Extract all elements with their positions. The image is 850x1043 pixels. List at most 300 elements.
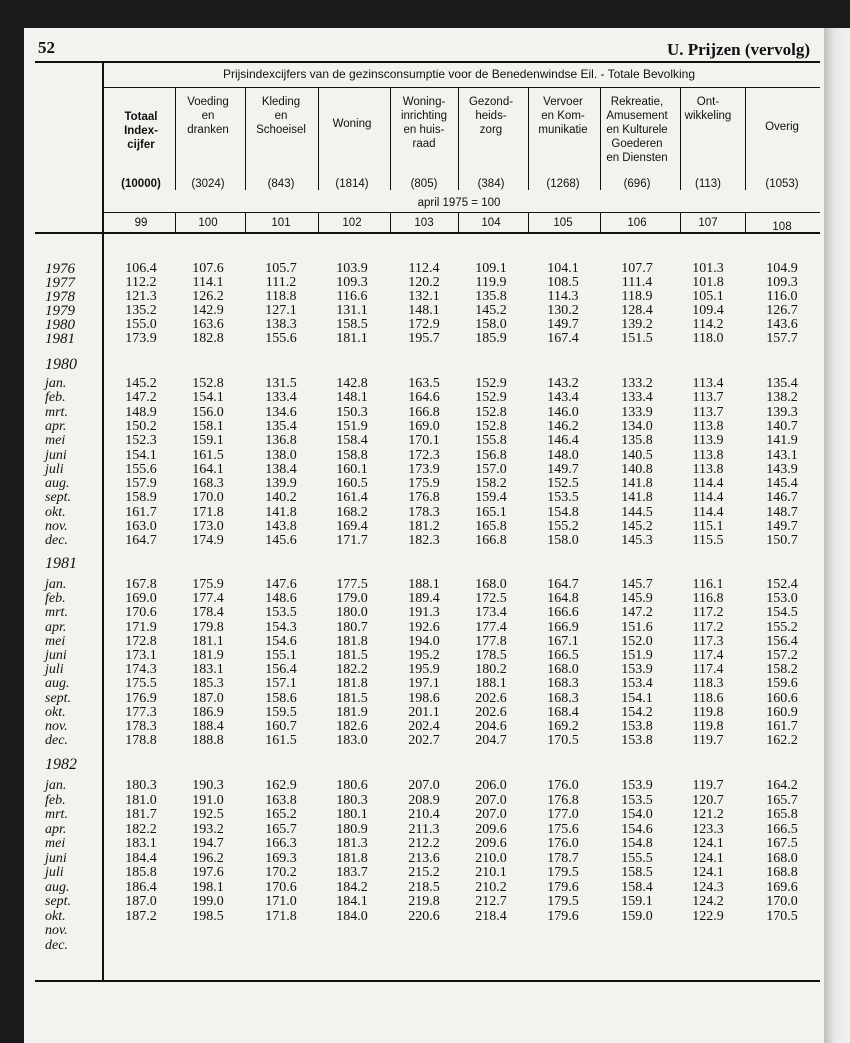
table-cell: 157.2: [766, 648, 798, 663]
column-header: Voeding en dranken: [187, 96, 229, 136]
table-cell: 155.5: [621, 851, 653, 866]
table-cell: 170.6: [265, 880, 297, 895]
table-cell: 178.5: [475, 648, 507, 663]
table-cell: 186.9: [192, 705, 224, 720]
table-cell: 170.6: [125, 605, 157, 620]
table-cell: 185.9: [475, 331, 507, 346]
table-cell: 169.3: [265, 851, 297, 866]
table-cell: 170.0: [192, 490, 224, 505]
table-cell: 142.8: [336, 376, 368, 391]
table-cell: 183.1: [192, 662, 224, 677]
table-cell: 197.1: [408, 676, 440, 691]
table-cell: 107.6: [192, 261, 224, 276]
row-label: 1978: [45, 289, 75, 305]
table-cell: 180.0: [336, 605, 368, 620]
column-rule: [175, 88, 176, 190]
row-label: mrt.: [45, 405, 68, 420]
table-cell: 166.3: [265, 836, 297, 851]
table-cell: 119.7: [692, 778, 724, 793]
table-cell: 170.0: [766, 894, 798, 909]
table-cell: 111.2: [265, 275, 297, 290]
table-cell: 145.2: [125, 376, 157, 391]
table-cell: 188.4: [192, 719, 224, 734]
table-cell: 165.7: [766, 793, 798, 808]
table-cell: 148.9: [125, 405, 157, 420]
table-cell: 170.1: [408, 433, 440, 448]
column-header: Totaal Index- cijfer: [124, 111, 158, 151]
table-cell: 192.5: [192, 807, 224, 822]
table-cell: 101.3: [692, 261, 724, 276]
table-cell: 181.9: [336, 705, 368, 720]
table-cell: 158.4: [621, 880, 653, 895]
table-cell: 168.0: [547, 662, 579, 677]
table-cell: 147.6: [265, 577, 297, 592]
code-rule: [458, 213, 459, 232]
table-cell: 181.8: [336, 676, 368, 691]
row-label: feb.: [45, 591, 66, 606]
table-cell: 199.0: [192, 894, 224, 909]
table-cell: 114.4: [692, 505, 724, 520]
table-cell: 201.1: [408, 705, 440, 720]
row-label: jan.: [45, 778, 67, 793]
table-cell: 146.7: [766, 490, 798, 505]
table-cell: 178.8: [125, 733, 157, 748]
column-header: Rekreatie, Amusement en Kulturele Goederen en Diensten: [606, 96, 668, 164]
table-cell: 146.2: [547, 419, 579, 434]
table-cell: 187.0: [125, 894, 157, 909]
table-cell: 191.3: [408, 605, 440, 620]
code-rule: [680, 213, 681, 232]
table-cell: 167.8: [125, 577, 157, 592]
table-cell: 156.8: [475, 448, 507, 463]
table-cell: 168.0: [475, 577, 507, 592]
code-rule: [318, 213, 319, 232]
table-cell: 141.9: [766, 433, 798, 448]
section-year-heading: 1982: [45, 756, 77, 773]
table-cell: 184.2: [336, 880, 368, 895]
table-cell: 148.7: [766, 505, 798, 520]
table-cell: 152.9: [475, 376, 507, 391]
table-cell: 195.2: [408, 648, 440, 663]
table-cell: 111.4: [621, 275, 653, 290]
column-weight: (1268): [546, 178, 580, 190]
table-cell: 168.3: [547, 691, 579, 706]
column-weight: (113): [695, 178, 721, 190]
table-cell: 145.3: [621, 533, 653, 548]
row-label: jan.: [45, 376, 67, 391]
table-cell: 157.9: [125, 476, 157, 491]
table-cell: 116.8: [692, 591, 724, 606]
table-cell: 181.8: [336, 851, 368, 866]
row-label: okt.: [45, 505, 66, 520]
table-cell: 158.0: [475, 317, 507, 332]
table-cell: 166.8: [408, 405, 440, 420]
table-cell: 133.4: [265, 390, 297, 405]
column-weight: (1053): [765, 178, 799, 190]
column-header: Woning: [332, 118, 372, 130]
row-label: juni: [45, 851, 67, 866]
table-cell: 198.5: [192, 909, 224, 924]
table-top-rule: [35, 61, 820, 63]
table-title: Prijsindexcijfers van de gezinsconsumptie voor de Benedenwindse Eil. - Totale Bevolking: [222, 67, 696, 81]
table-cell: 173.0: [192, 519, 224, 534]
table-cell: 114.2: [692, 317, 724, 332]
table-cell: 184.4: [125, 851, 157, 866]
table-cell: 178.4: [192, 605, 224, 620]
table-cell: 154.1: [125, 448, 157, 463]
table-cell: 171.0: [265, 894, 297, 909]
row-label: okt.: [45, 909, 66, 924]
column-header: Vervoer en Kom- munikatie: [538, 96, 588, 136]
table-cell: 183.1: [125, 836, 157, 851]
table-cell: 116.0: [766, 289, 798, 304]
column-code: 102: [342, 217, 362, 229]
table-cell: 173.4: [475, 605, 507, 620]
table-cell: 152.8: [475, 405, 507, 420]
table-cell: 178.3: [408, 505, 440, 520]
table-cell: 207.0: [408, 778, 440, 793]
table-cell: 158.2: [475, 476, 507, 491]
table-cell: 150.3: [336, 405, 368, 420]
table-cell: 143.2: [547, 376, 579, 391]
table-cell: 154.5: [766, 605, 798, 620]
table-cell: 181.5: [336, 691, 368, 706]
table-cell: 198.6: [408, 691, 440, 706]
table-cell: 153.5: [621, 793, 653, 808]
column-header: Overig: [765, 121, 799, 133]
table-cell: 210.1: [475, 865, 507, 880]
table-cell: 172.5: [475, 591, 507, 606]
row-label: apr.: [45, 419, 67, 434]
row-label: okt.: [45, 705, 66, 720]
table-cell: 109.1: [475, 261, 507, 276]
table-cell: 114.1: [192, 275, 224, 290]
table-cell: 158.5: [336, 317, 368, 332]
table-cell: 163.0: [125, 519, 157, 534]
table-cell: 138.4: [265, 462, 297, 477]
table-cell: 139.2: [621, 317, 653, 332]
table-cell: 188.1: [475, 676, 507, 691]
table-cell: 136.8: [265, 433, 297, 448]
table-cell: 154.1: [621, 691, 653, 706]
table-cell: 109.3: [766, 275, 798, 290]
table-cell: 118.9: [621, 289, 653, 304]
table-cell: 152.4: [766, 577, 798, 592]
table-cell: 132.1: [408, 289, 440, 304]
table-cell: 154.3: [265, 620, 297, 635]
table-cell: 185.8: [125, 865, 157, 880]
table-cell: 215.2: [408, 865, 440, 880]
table-cell: 204.6: [475, 719, 507, 734]
table-cell: 164.8: [547, 591, 579, 606]
table-cell: 155.8: [475, 433, 507, 448]
table-cell: 181.1: [336, 331, 368, 346]
table-cell: 181.3: [336, 836, 368, 851]
row-label: sept.: [45, 691, 72, 706]
table-cell: 124.1: [692, 851, 724, 866]
section-year-heading: 1981: [45, 555, 77, 572]
table-cell: 145.6: [265, 533, 297, 548]
table-cell: 147.2: [125, 390, 157, 405]
base-note: april 1975 = 100: [417, 197, 501, 209]
table-cell: 145.2: [475, 303, 507, 318]
table-cell: 147.2: [621, 605, 653, 620]
table-cell: 115.5: [692, 533, 724, 548]
table-cell: 124.3: [692, 880, 724, 895]
table-cell: 177.8: [475, 634, 507, 649]
table-cell: 155.6: [125, 462, 157, 477]
table-cell: 181.5: [336, 648, 368, 663]
table-cell: 171.9: [125, 620, 157, 635]
table-cell: 180.1: [336, 807, 368, 822]
table-cell: 165.8: [475, 519, 507, 534]
table-cell: 140.2: [265, 490, 297, 505]
table-cell: 168.0: [766, 851, 798, 866]
table-cell: 184.1: [336, 894, 368, 909]
table-cell: 210.4: [408, 807, 440, 822]
table-cell: 208.9: [408, 793, 440, 808]
table-cell: 143.6: [766, 317, 798, 332]
table-cell: 166.5: [547, 648, 579, 663]
page-number: 52: [38, 38, 55, 57]
table-cell: 178.7: [547, 851, 579, 866]
table-cell: 165.1: [475, 505, 507, 520]
column-code: 106: [627, 217, 647, 229]
table-cell: 134.0: [621, 419, 653, 434]
table-cell: 155.1: [265, 648, 297, 663]
table-cell: 207.0: [475, 793, 507, 808]
table-cell: 113.8: [692, 448, 724, 463]
table-cell: 171.8: [265, 909, 297, 924]
column-weight: (696): [623, 178, 651, 190]
table-cell: 153.0: [766, 591, 798, 606]
code-rule: [245, 213, 246, 232]
table-cell: 148.0: [547, 448, 579, 463]
table-cell: 134.6: [265, 405, 297, 420]
table-cell: 133.9: [621, 405, 653, 420]
table-cell: 114.4: [692, 490, 724, 505]
table-cell: 106.4: [125, 261, 157, 276]
table-cell: 131.5: [265, 376, 297, 391]
table-cell: 194.0: [408, 634, 440, 649]
table-cell: 151.9: [336, 419, 368, 434]
table-cell: 169.0: [125, 591, 157, 606]
code-rule: [528, 213, 529, 232]
table-cell: 121.2: [692, 807, 724, 822]
table-cell: 152.0: [621, 634, 653, 649]
book-gutter: [824, 28, 850, 1043]
table-cell: 143.4: [547, 390, 579, 405]
header-bottom-rule: [35, 232, 820, 234]
table-cell: 171.8: [192, 505, 224, 520]
table-cell: 159.1: [621, 894, 653, 909]
table-cell: 187.2: [125, 909, 157, 924]
table-cell: 119.9: [475, 275, 507, 290]
table-cell: 183.7: [336, 865, 368, 880]
table-cell: 152.8: [475, 419, 507, 434]
table-cell: 202.7: [408, 733, 440, 748]
table-cell: 114.4: [692, 476, 724, 491]
table-cell: 170.2: [265, 865, 297, 880]
table-cell: 151.9: [621, 648, 653, 663]
table-cell: 160.5: [336, 476, 368, 491]
column-rule: [245, 88, 246, 190]
table-cell: 117.3: [692, 634, 724, 649]
table-cell: 148.6: [265, 591, 297, 606]
table-cell: 138.3: [265, 317, 297, 332]
table-cell: 168.4: [547, 705, 579, 720]
table-cell: 118.0: [692, 331, 724, 346]
table-cell: 160.9: [766, 705, 798, 720]
table-cell: 159.4: [475, 490, 507, 505]
table-cell: 143.9: [766, 462, 798, 477]
table-cell: 120.2: [408, 275, 440, 290]
table-cell: 211.3: [408, 822, 440, 837]
table-cell: 154.0: [621, 807, 653, 822]
table-cell: 140.8: [621, 462, 653, 477]
table-cell: 154.6: [265, 634, 297, 649]
table-cell: 117.2: [692, 620, 724, 635]
table-cell: 164.2: [766, 778, 798, 793]
table-cell: 109.3: [336, 275, 368, 290]
table-cell: 195.7: [408, 331, 440, 346]
table-cell: 131.1: [336, 303, 368, 318]
table-cell: 113.8: [692, 419, 724, 434]
table-cell: 153.5: [547, 490, 579, 505]
table-cell: 154.6: [621, 822, 653, 837]
table-cell: 170.5: [547, 733, 579, 748]
table-cell: 156.4: [265, 662, 297, 677]
table-cell: 154.1: [192, 390, 224, 405]
table-cell: 166.6: [547, 605, 579, 620]
table-cell: 155.2: [766, 620, 798, 635]
table-cell: 138.0: [265, 448, 297, 463]
row-label: nov.: [45, 923, 68, 938]
table-cell: 160.7: [265, 719, 297, 734]
table-cell: 158.5: [621, 865, 653, 880]
table-cell: 175.5: [125, 676, 157, 691]
table-cell: 143.8: [265, 519, 297, 534]
table-cell: 115.1: [692, 519, 724, 534]
table-cell: 177.5: [336, 577, 368, 592]
column-header: Woning- inrichting en huis- raad: [400, 96, 448, 150]
table-cell: 133.4: [621, 390, 653, 405]
table-cell: 179.5: [547, 894, 579, 909]
table-cell: 113.8: [692, 462, 724, 477]
table-cell: 157.0: [475, 462, 507, 477]
row-label: 1979: [45, 303, 75, 319]
table-cell: 197.6: [192, 865, 224, 880]
table-cell: 153.9: [621, 662, 653, 677]
table-cell: 112.4: [408, 261, 440, 276]
table-cell: 143.1: [766, 448, 798, 463]
code-rule: [390, 213, 391, 232]
table-cell: 155.6: [265, 331, 297, 346]
row-label: aug.: [45, 880, 70, 895]
row-label: juni: [45, 648, 67, 663]
table-cell: 158.0: [547, 533, 579, 548]
table-cell: 135.8: [475, 289, 507, 304]
table-cell: 177.3: [125, 705, 157, 720]
table-cell: 186.4: [125, 880, 157, 895]
table-cell: 182.2: [125, 822, 157, 837]
title-rule: [103, 87, 820, 88]
table-cell: 212.7: [475, 894, 507, 909]
table-cell: 180.3: [336, 793, 368, 808]
table-cell: 114.3: [547, 289, 579, 304]
table-cell: 146.4: [547, 433, 579, 448]
row-label: mei: [45, 836, 66, 851]
table-cell: 145.9: [621, 591, 653, 606]
column-rule: [745, 88, 746, 190]
table-cell: 153.8: [621, 733, 653, 748]
table-cell: 148.1: [336, 390, 368, 405]
table-cell: 176.8: [408, 490, 440, 505]
table-cell: 178.3: [125, 719, 157, 734]
table-cell: 139.3: [766, 405, 798, 420]
table-cell: 163.8: [265, 793, 297, 808]
table-cell: 157.7: [766, 331, 798, 346]
column-code: 103: [414, 217, 434, 229]
table-cell: 172.9: [408, 317, 440, 332]
table-cell: 168.8: [766, 865, 798, 880]
row-label: jan.: [45, 577, 67, 592]
column-rule: [458, 88, 459, 190]
table-cell: 177.4: [192, 591, 224, 606]
table-cell: 166.8: [475, 533, 507, 548]
table-cell: 121.3: [125, 289, 157, 304]
column-weight: (1814): [335, 178, 369, 190]
table-cell: 164.6: [408, 390, 440, 405]
table-cell: 210.0: [475, 851, 507, 866]
column-code: 99: [134, 217, 148, 229]
column-rule: [680, 88, 681, 190]
table-cell: 161.5: [192, 448, 224, 463]
table-cell: 168.3: [547, 676, 579, 691]
table-cell: 158.8: [336, 448, 368, 463]
table-cell: 118.3: [692, 676, 724, 691]
table-cell: 175.9: [408, 476, 440, 491]
table-cell: 180.7: [336, 620, 368, 635]
table-cell: 167.4: [547, 331, 579, 346]
table-cell: 176.8: [547, 793, 579, 808]
table-cell: 180.6: [336, 778, 368, 793]
table-cell: 155.0: [125, 317, 157, 332]
table-cell: 213.6: [408, 851, 440, 866]
table-cell: 181.7: [125, 807, 157, 822]
column-code: 105: [553, 217, 573, 229]
table-cell: 159.0: [621, 909, 653, 924]
table-cell: 192.6: [408, 620, 440, 635]
table-cell: 164.7: [547, 577, 579, 592]
table-cell: 109.4: [692, 303, 724, 318]
column-weight: (384): [477, 178, 505, 190]
table-cell: 173.1: [125, 648, 157, 663]
table-cell: 182.3: [408, 533, 440, 548]
table-cell: 176.0: [547, 836, 579, 851]
table-cell: 158.6: [265, 691, 297, 706]
row-label: aug.: [45, 676, 70, 691]
table-cell: 181.1: [192, 634, 224, 649]
table-cell: 155.2: [547, 519, 579, 534]
table-cell: 191.0: [192, 793, 224, 808]
table-cell: 140.5: [621, 448, 653, 463]
table-cell: 119.8: [692, 719, 724, 734]
column-weight: (10000): [121, 178, 161, 190]
table-cell: 176.9: [125, 691, 157, 706]
table-cell: 161.5: [265, 733, 297, 748]
table-cell: 153.9: [621, 778, 653, 793]
